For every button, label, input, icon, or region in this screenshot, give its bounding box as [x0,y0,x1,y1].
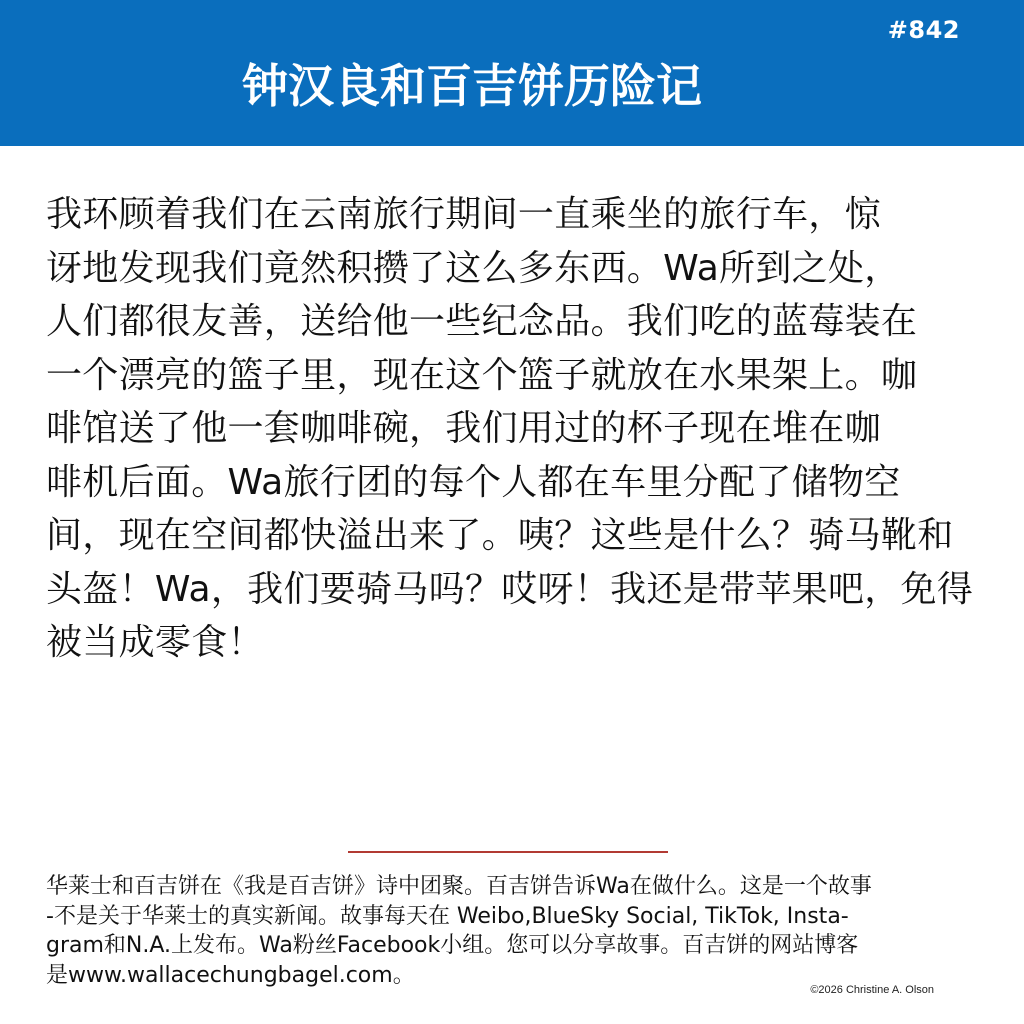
story-line: 我环顾着我们在云南旅行期间一直乘坐的旅行车，惊 [46,194,881,235]
story-line: 人们都很友善，送给他一些纪念品。我们吃的蓝莓装在 [46,301,918,342]
story-line: 讶地发现我们竟然积攒了这么多东西。Wa所到之处， [46,247,901,289]
story-text [46,188,984,670]
section-divider [348,851,668,853]
footer-line: -不是关于华莱士的真实新闻。故事每天在 Weibo,BlueSky Social, TikTok, Insta- [46,903,849,929]
footer-line: 华莱士和百吉饼在《我是百吉饼》诗中团聚。百吉饼告诉Wa在做什么。这是一个故事 [46,874,872,899]
story-line: 被当成零食！ [46,622,264,663]
story-line: 一个漂亮的篮子里，现在这个篮子就放在水果架上。咖 [46,354,918,396]
footer-note [46,872,986,990]
footer-line: gram和N.A.上发布。Wa粉丝Facebook小组。您可以分享故事。百吉饼的网站博客 [46,933,859,958]
story-line: 啡馆送了他一套咖啡碗，我们用过的杯子现在堆在咖 [46,408,881,449]
copyright-notice: ©2026 Christine A. Olson [810,984,934,996]
header-banner [0,0,1024,146]
page-title: 钟汉良和百吉饼历险记 [242,59,702,113]
story-line: 间，现在空间都快溢出来了。咦？这些是什么？骑马靴和 [46,515,954,556]
episode-number: #842 [887,16,960,44]
story-line: 啡机后面。Wa旅行团的每个人都在车里分配了储物空 [46,461,901,503]
footer-line: 是www.wallacechungbagel.com。 [46,962,415,988]
story-line: 头盔！Wa，我们要骑马吗？哎呀！我还是带苹果吧，免得 [46,568,974,610]
